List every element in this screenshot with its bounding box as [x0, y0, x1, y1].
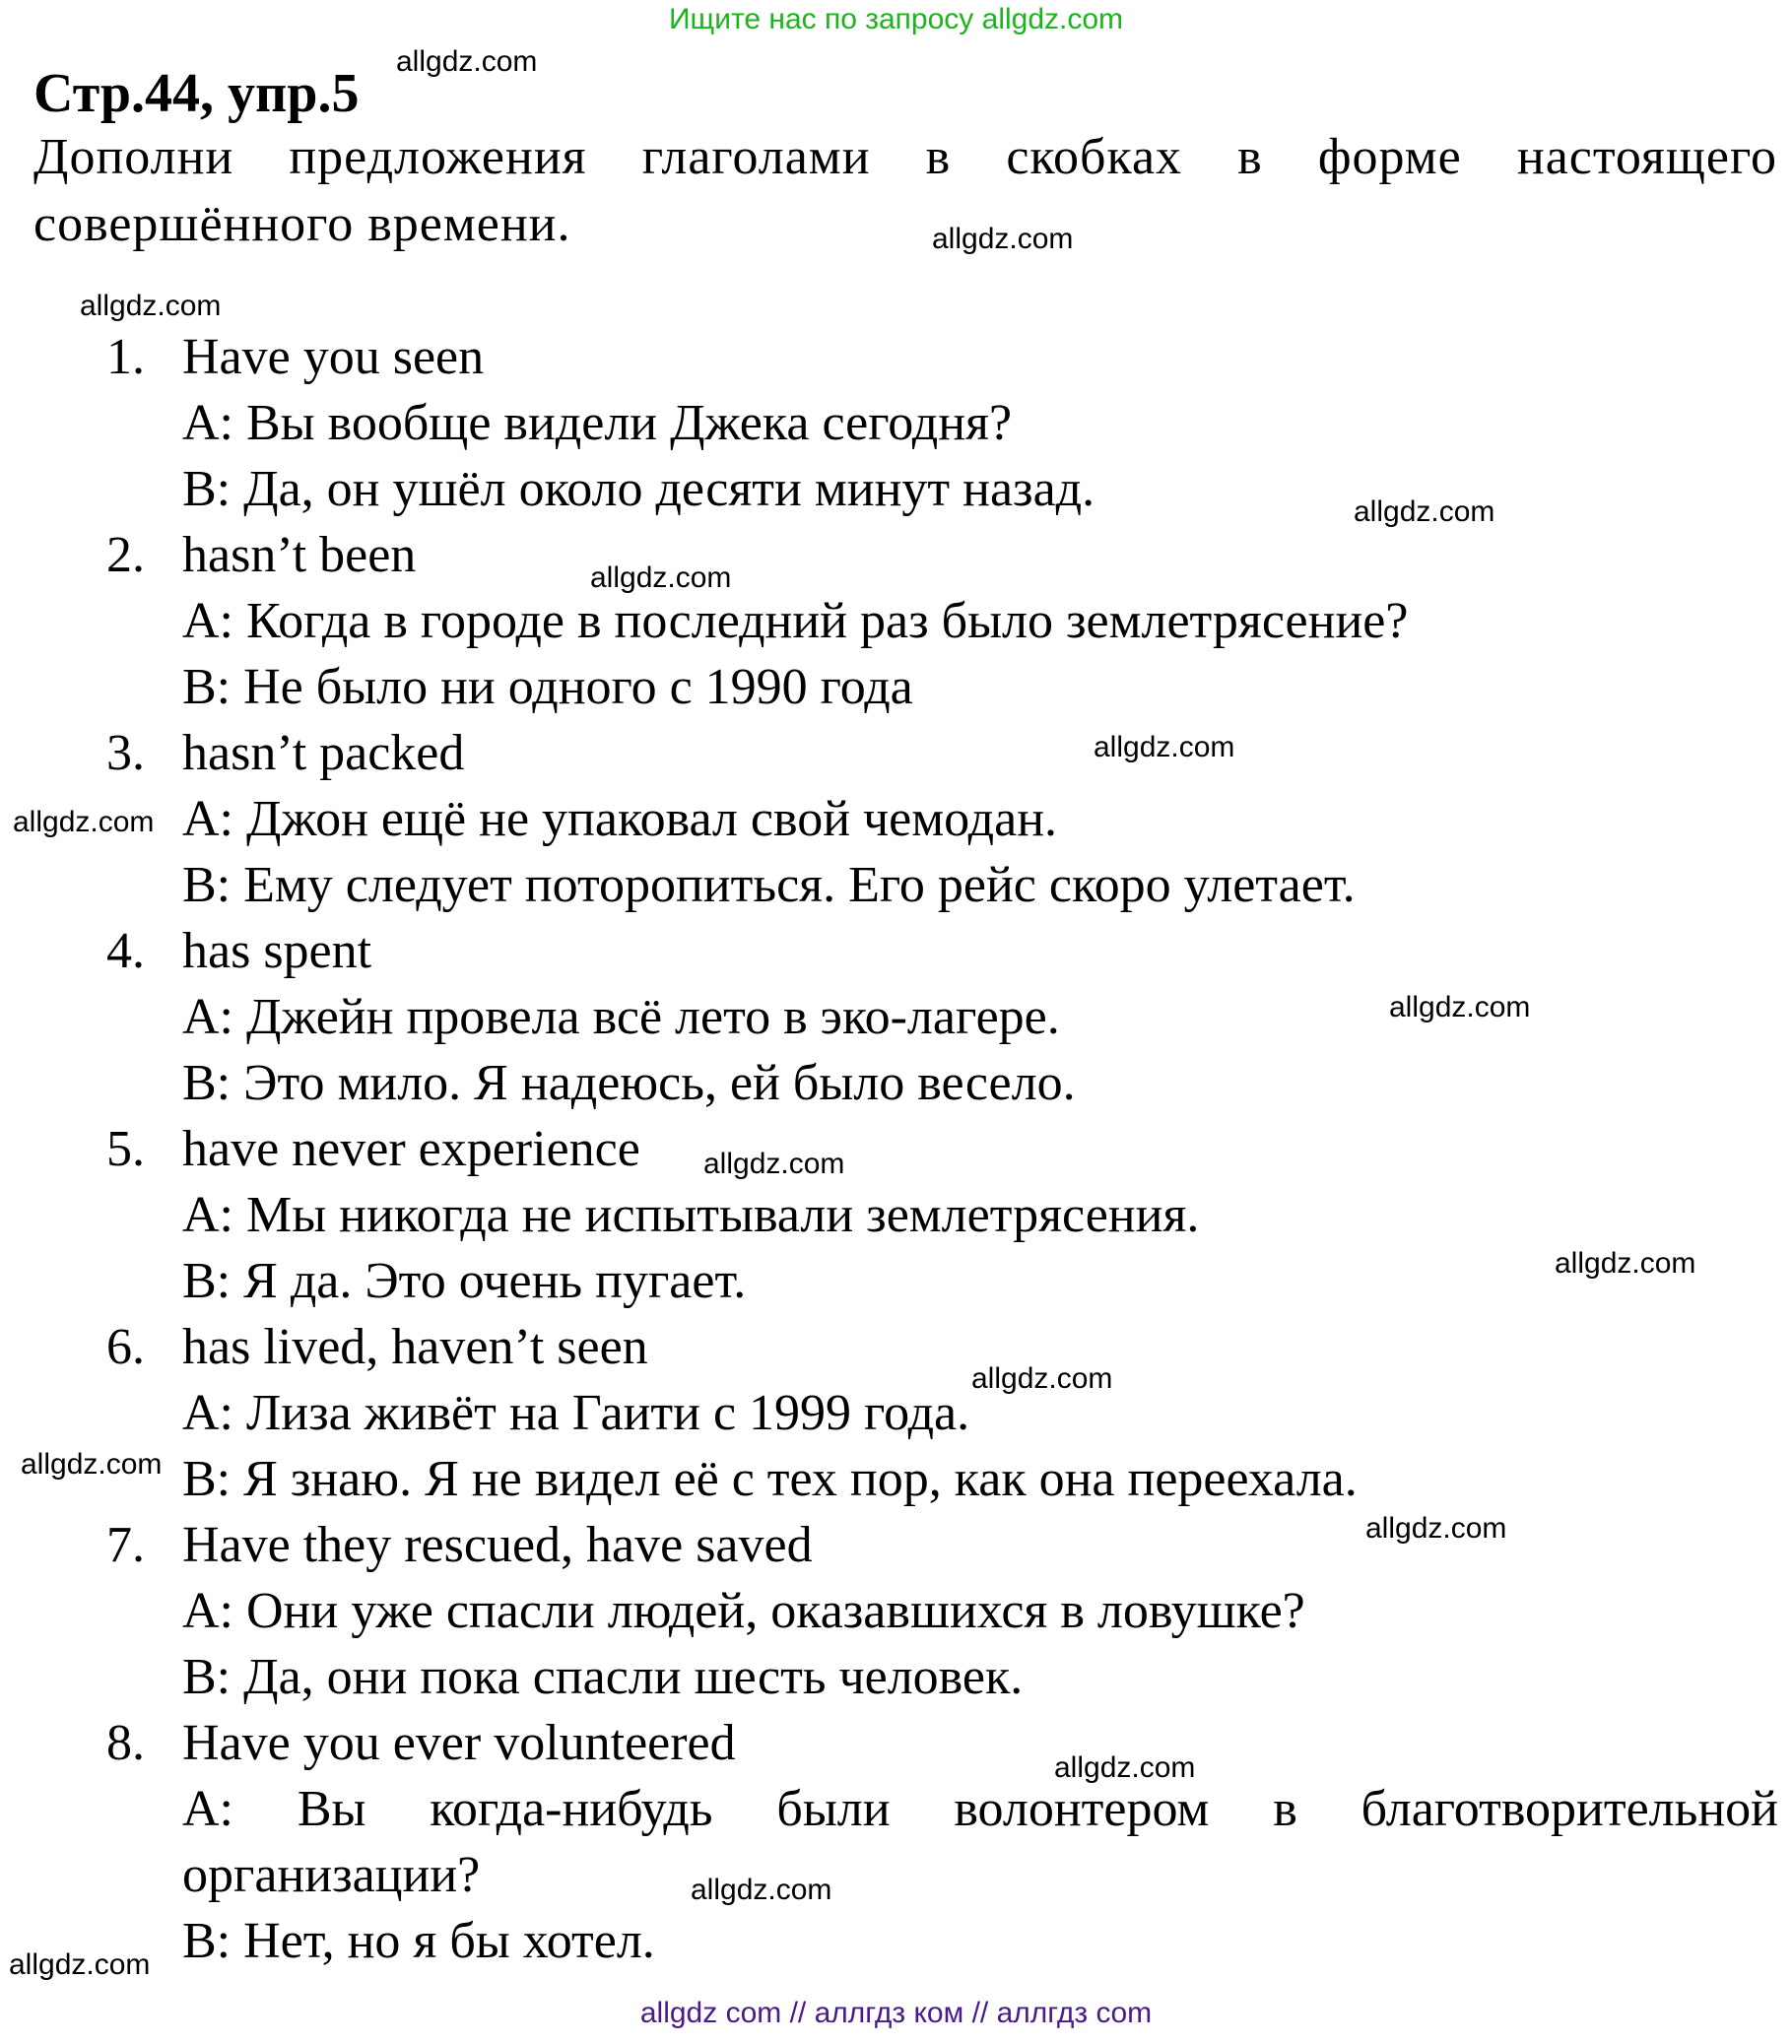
item-answer: Have you seen: [182, 329, 485, 385]
item-number: 6.: [106, 1319, 145, 1375]
watermark-text: allgdz.com: [1365, 1512, 1507, 1545]
answer-item-7: [0, 1512, 1792, 1710]
item-answer: hasn’t packed: [182, 725, 465, 781]
item-line-b: B: Да, он ушёл около десяти минут назад.: [182, 461, 1095, 517]
exercise-instruction: Дополни предложения глаголами в скобках в форме настоящего совершённого времени.: [33, 129, 1777, 252]
top-banner: Ищите нас по запросу allgdz.com: [668, 3, 1124, 35]
watermark-text: allgdz.com: [1354, 495, 1495, 528]
watermark-text: allgdz.com: [1094, 731, 1235, 763]
watermark-text: allgdz.com: [1389, 991, 1531, 1023]
item-line-a: A: Джон ещё не упаковал свой чемодан.: [182, 791, 1058, 847]
answer-item-2: [0, 522, 1792, 720]
item-answer: has lived, haven’t seen: [182, 1319, 648, 1375]
answer-item-5: [0, 1116, 1792, 1314]
item-number: 4.: [106, 923, 145, 979]
watermark-text: allgdz.com: [1555, 1247, 1696, 1280]
item-number: 5.: [106, 1121, 145, 1177]
watermark-text: allgdz.com: [1054, 1751, 1196, 1784]
item-answer: have never experience: [182, 1121, 640, 1177]
watermark-text: allgdz.com: [80, 290, 222, 322]
item-line-b: B: Не было ни одного с 1990 года: [182, 659, 913, 715]
watermark-text: allgdz.com: [932, 223, 1074, 255]
answer-list: [0, 324, 1792, 1974]
item-line-b: B: Ему следует поторопиться. Его рейс скоро улетает.: [182, 857, 1356, 913]
item-number: 2.: [106, 527, 145, 583]
item-line-b: B: Это мило. Я надеюсь, ей было весело.: [182, 1055, 1076, 1111]
item-line-a: A: Вы когда-нибудь были волонтером в благотворительной организации?: [182, 1781, 1778, 1903]
item-number: 3.: [106, 725, 145, 781]
item-number: 8.: [106, 1715, 145, 1771]
watermark-text: allgdz.com: [971, 1362, 1113, 1395]
watermark-text: allgdz.com: [21, 1448, 163, 1481]
item-answer: hasn’t been: [182, 527, 417, 583]
item-number: 1.: [106, 329, 145, 385]
item-line-a: A: Лиза живёт на Гаити с 1999 года.: [182, 1385, 970, 1441]
watermark-text: allgdz.com: [396, 45, 538, 78]
answer-item-6: [0, 1314, 1792, 1512]
item-line-b: B: Я знаю. Я не видел её с тех пор, как она переехала.: [182, 1451, 1358, 1507]
answer-item-8: [0, 1710, 1792, 1974]
item-line-b: B: Да, они пока спасли шесть человек.: [182, 1649, 1024, 1705]
item-answer: has spent: [182, 923, 372, 979]
watermark-text: allgdz.com: [691, 1874, 832, 1906]
watermark-text: allgdz.com: [13, 806, 155, 838]
answer-item-3: [0, 720, 1792, 918]
watermark-text: allgdz.com: [590, 561, 732, 594]
item-line-b: B: Нет, но я бы хотел.: [182, 1913, 655, 1969]
watermark-text: allgdz.com: [9, 1948, 151, 1981]
item-number: 7.: [106, 1517, 145, 1573]
item-answer: Have they rescued, have saved: [182, 1517, 813, 1573]
item-line-a: A: Они уже спасли людей, оказавшихся в ловушке?: [182, 1583, 1305, 1639]
item-answer: Have you ever volunteered: [182, 1715, 736, 1771]
footer-watermark: allgdz com // аллгдз ком // аллгдз com: [639, 1997, 1153, 2029]
item-line-a: A: Когда в городе в последний раз было землетрясение?: [182, 593, 1409, 649]
item-line-b: B: Я да. Это очень пугает.: [182, 1253, 747, 1309]
item-line-a: A: Вы вообще видели Джека сегодня?: [182, 395, 1013, 451]
page-title: Стр.44, упр.5: [33, 63, 360, 124]
watermark-text: allgdz.com: [703, 1148, 845, 1180]
item-line-a: A: Мы никогда не испытывали землетрясения.: [182, 1187, 1200, 1243]
answer-item-1: [0, 324, 1792, 522]
item-line-a: A: Джейн провела всё лето в эко-лагере.: [182, 989, 1060, 1045]
